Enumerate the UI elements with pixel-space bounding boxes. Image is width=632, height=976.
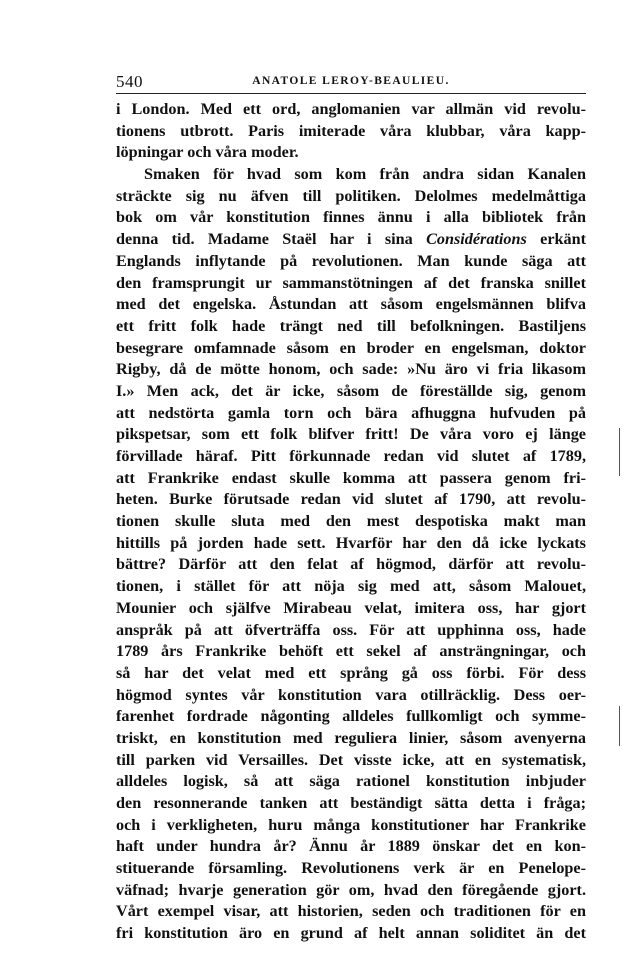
text-line: löpningar och våra moder. <box>116 143 299 162</box>
text-line: farenhet fordrade någonting alldeles fullkomligt och symme- <box>116 707 586 726</box>
text-line: bok om vår konstitution finnes ännu i alla bibliotek från <box>116 208 586 227</box>
text-line: den framsprungit ur sammanstötningen af det franska snillet <box>116 273 586 292</box>
text-line: till parken vid Versailles. Det visste icke, att en systematisk, <box>116 750 586 769</box>
text-line: triskt, en konstitution med reguliera linier, såsom avenyerna <box>116 728 586 747</box>
text-line: stituerande församling. Revolutionens verk är en Penelope- <box>116 859 586 878</box>
text-line: ett fritt folk hade trängt ned till befolkningen. Bastiljens <box>116 316 586 335</box>
text-line: i London. Med ett ord, anglomanien var allmän vid revolu- <box>116 100 586 118</box>
text-line: denna tid. Madame Staël har i sina Considérations erkänt <box>116 230 586 249</box>
margin-mark <box>619 706 620 746</box>
margin-mark <box>619 428 620 476</box>
text-line: alldeles logisk, så att säga rationel konstitution inbjuder <box>116 772 586 791</box>
text-line: med det engelska. Åstundan att såsom engelsmännen blifva <box>116 295 586 314</box>
text-line: bättre? Därför att den felat af högmod, därför att revolu- <box>116 555 586 574</box>
body-text <box>116 99 586 945</box>
running-title: ANATOLE LEROY-BEAULIEU. <box>252 75 450 87</box>
text-line: tionens utbrott. Paris imiterade våra klubbar, våra kapp- <box>116 121 586 140</box>
text-line: och i verkligheten, huru många konstitutioner har Frankrike <box>116 815 586 834</box>
text-line: Smaken för hvad som kom från andra sidan Kanalen <box>144 165 586 184</box>
text-line: väfnad; hvarje generation gör om, hvad den föregående gjort. <box>116 880 586 899</box>
text-line: I.» Men ack, det är icke, såsom de föreställde sig, genom <box>116 381 586 400</box>
text-line: besegrare omfamnade såsom en broder en engelsman, doktor <box>116 338 586 357</box>
text-line: Vårt exempel visar, att historien, seden och traditionen för en <box>116 902 586 921</box>
text-line: heten. Burke förutsade redan vid slutet af 1790, att revolu- <box>116 490 586 509</box>
text-line: 1789 års Frankrike behöft ett sekel af ansträngningar, och <box>116 642 586 661</box>
text-line: anspråk på att öfverträffa oss. För att upphinna oss, hade <box>116 620 586 639</box>
text-line: att Frankrike endast skulle komma att passera genom fri- <box>116 468 586 487</box>
page-header <box>116 70 586 94</box>
text-line: Englands inflytande på revolutionen. Man kunde säga att <box>116 251 586 270</box>
text-line: så har det velat med ett språng gå oss förbi. För dess <box>116 663 586 682</box>
text-line: tionen skulle sluta med den mest despotiska makt man <box>116 512 586 531</box>
page-number: 540 <box>116 72 143 91</box>
text-line: Mounier och själfve Mirabeau velat, imitera oss, har gjort <box>116 598 586 617</box>
text-line: högmod syntes vår konstitution vara otillräcklig. Dess oer- <box>116 685 586 704</box>
text-line: tionen, i stället för att nöja sig med att, såsom Malouet, <box>116 577 586 596</box>
text-line: pikspetsar, som ett folk blifver fritt! De våra voro ej länge <box>116 425 586 444</box>
italic-title: Considérations <box>426 230 527 249</box>
text-line: haft under hundra år? Ännu år 1889 önskar det en kon- <box>116 837 586 856</box>
text-line: sträckte sig nu äfven till politiken. Delolmes medelmåttiga <box>116 186 586 205</box>
text-line: förvillade häraf. Pitt förkunnade redan vid slutet af 1789, <box>116 447 586 465</box>
text-line: att nedstörta gamla torn och bära afhuggna hufvuden på <box>116 403 586 422</box>
text-line: Rigby, då de mötte honom, och sade: »Nu äro vi fria likasom <box>116 360 586 379</box>
text-line: fri konstitution äro en grund af helt annan soliditet än det <box>116 924 586 943</box>
header-rule <box>116 93 586 94</box>
text-line: den resonnerande tanken att beständigt sätta detta i fråga; <box>116 794 586 812</box>
text-line: hittills på jorden hade sett. Hvarför har den då icke lyckats <box>116 533 586 552</box>
